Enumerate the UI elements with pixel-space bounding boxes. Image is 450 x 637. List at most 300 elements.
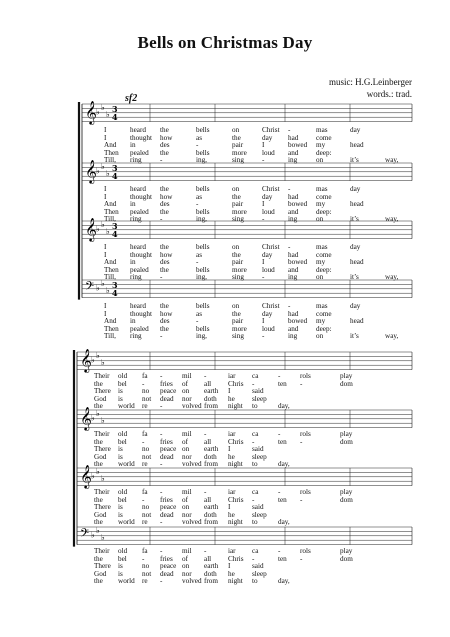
lyric-syllable: nor	[182, 452, 192, 461]
lyric-syllable: is	[118, 562, 123, 571]
lyric-syllable: day	[262, 309, 273, 318]
lyric-syllable: -	[278, 372, 281, 380]
lyric-syllable: dead	[160, 452, 174, 461]
lyric-syllable: -	[252, 495, 255, 504]
lyric-syllable: sing	[232, 156, 244, 165]
lyric-syllable: earth	[204, 387, 219, 396]
lyric-syllable: -	[142, 437, 145, 446]
lyric-syllable: There	[94, 445, 111, 454]
lyric-syllable: I	[262, 141, 265, 150]
lyric-syllable: it’s	[350, 215, 359, 224]
lyric-syllable: -	[262, 273, 265, 282]
lyric-syllable: iar	[228, 488, 236, 496]
lyric-syllable: I	[104, 302, 107, 310]
lyric-syllable: -	[160, 215, 163, 224]
lyric-syllable: he	[228, 510, 235, 519]
lyric-syllable: -	[288, 243, 291, 251]
lyric-syllable: the	[232, 309, 241, 318]
lyric-syllable: from	[204, 577, 218, 586]
lyric-syllable: how	[160, 133, 173, 142]
lyric-syllable: dom	[340, 379, 353, 388]
lyric-syllable: said	[252, 503, 264, 512]
lyric-syllable: des	[160, 258, 170, 267]
lyric-syllable: God	[94, 569, 107, 578]
lyric-syllable: Till,	[104, 332, 116, 341]
flat-icon: ♭	[101, 415, 105, 425]
lyric-syllable: it’s	[350, 332, 359, 341]
lyric-syllable: -	[160, 372, 163, 380]
lyric-syllable: ing,	[196, 215, 207, 224]
lyric-syllable: bells	[196, 207, 210, 216]
lyric-syllable: Their	[94, 547, 110, 555]
lyric-syllable: -	[196, 141, 199, 150]
lyric-syllable: fa	[142, 372, 148, 380]
flat-icon: ♭	[101, 357, 105, 367]
lyric-syllable: come	[316, 309, 332, 318]
lyric-syllable: how	[160, 309, 173, 318]
lyric-syllable: mil	[182, 488, 192, 496]
flat-icon: ♭	[106, 168, 110, 178]
lyric-syllable: day	[262, 250, 273, 259]
lyric-syllable: I	[262, 317, 265, 326]
lyric-syllable: I	[104, 243, 107, 251]
lyric-syllable: rols	[300, 547, 311, 555]
lyric-syllable: play	[340, 430, 353, 438]
lyric-syllable: had	[288, 133, 299, 142]
lyric-syllable: ca	[252, 547, 259, 555]
lyric-syllable: as	[196, 250, 202, 259]
lyric-syllable: come	[316, 250, 332, 259]
lyric-syllable: and	[288, 324, 299, 333]
lyric-syllable: Till,	[104, 273, 116, 282]
lyric-syllable: I	[104, 133, 107, 142]
lyric-syllable: mas	[316, 126, 328, 134]
lyric-syllable: Chris	[228, 554, 244, 563]
lyric-syllable: And	[104, 258, 117, 267]
lyric-syllable: old	[118, 488, 128, 496]
lyric-syllable: rols	[300, 430, 311, 438]
lyric-syllable: nor	[182, 569, 192, 578]
lyric-syllable: said	[252, 387, 264, 396]
lyric-syllable: I	[228, 445, 231, 454]
lyric-syllable: from	[204, 518, 218, 527]
lyric-syllable: to	[252, 402, 258, 411]
lyric-syllable: pealed	[130, 207, 149, 216]
flat-icon: ♭	[101, 279, 105, 289]
lyric-syllable: sleep	[252, 510, 267, 519]
lyric-syllable: -	[196, 200, 199, 209]
composer-credit: music: H.G.Leinberger	[328, 77, 412, 87]
lyric-syllable: God	[94, 452, 107, 461]
lyric-syllable: -	[252, 554, 255, 563]
lyric-syllable: is	[118, 445, 123, 454]
lyric-syllable: I	[228, 562, 231, 571]
lyric-syllable: night	[228, 518, 243, 527]
lyric-syllable: fries	[160, 379, 173, 388]
lyric-syllable: I	[104, 192, 107, 201]
lyric-syllable: play	[340, 547, 353, 555]
lyric-syllable: ing	[288, 273, 298, 282]
lyric-syllable: -	[160, 577, 163, 586]
lyric-syllable: I	[262, 258, 265, 267]
lyric-syllable: -	[300, 379, 303, 388]
lyric-syllable: mil	[182, 547, 192, 555]
lyric-syllable: all	[204, 554, 212, 563]
lyric-syllable: Christ	[262, 243, 280, 251]
lyric-syllable: play	[340, 372, 353, 380]
lyric-syllable: had	[288, 250, 299, 259]
lyric-syllable: more	[232, 324, 247, 333]
lyric-syllable: the	[94, 379, 103, 388]
lyric-syllable: I	[262, 200, 265, 209]
lyric-syllable: ca	[252, 488, 259, 496]
lyric-syllable: nor	[182, 510, 192, 519]
lyric-syllable: bel	[118, 554, 127, 563]
lyric-syllable: volved	[182, 577, 202, 586]
lyric-syllable: the	[94, 577, 103, 586]
lyric-syllable: iar	[228, 430, 236, 438]
lyric-syllable: volved	[182, 402, 202, 411]
lyric-syllable: -	[160, 402, 163, 411]
lyric-syllable: in	[130, 200, 136, 209]
time-signature-top: 3	[112, 104, 118, 114]
lyric-syllable: on	[316, 156, 324, 165]
lyric-syllable: bells	[196, 126, 210, 134]
lyric-syllable: dom	[340, 554, 353, 563]
lyric-syllable: -	[204, 547, 207, 555]
lyric-syllable: old	[118, 430, 128, 438]
lyric-syllable: peace	[160, 562, 177, 571]
lyric-syllable: mas	[316, 302, 328, 310]
lyric-syllable: the	[160, 324, 169, 333]
lyric-syllable: earth	[204, 503, 219, 512]
lyric-syllable: is	[118, 394, 123, 403]
lyric-syllable: dom	[340, 495, 353, 504]
lyric-syllable: volved	[182, 518, 202, 527]
treble-clef-icon: 𝄞	[85, 159, 97, 183]
lyric-syllable: Their	[94, 372, 110, 380]
lyric-syllable: the	[94, 437, 103, 446]
lyric-syllable: heard	[130, 243, 146, 251]
lyric-syllable: There	[94, 503, 111, 512]
lyric-syllable: Then	[104, 324, 119, 333]
lyric-syllable: world	[118, 518, 135, 527]
lyric-syllable: Christ	[262, 302, 280, 310]
lyric-syllable: bells	[196, 185, 210, 193]
lyric-syllable: I	[228, 387, 231, 396]
lyric-syllable: loud	[262, 148, 275, 157]
lyric-syllable: bells	[196, 324, 210, 333]
lyric-syllable: bel	[118, 495, 127, 504]
lyric-syllable: And	[104, 317, 117, 326]
lyric-syllable: rols	[300, 372, 311, 380]
lyric-syllable: head	[350, 317, 364, 326]
flat-icon: ♭	[96, 224, 100, 234]
lyric-syllable: more	[232, 265, 247, 274]
lyric-syllable: to	[252, 518, 258, 527]
flat-icon: ♭	[96, 107, 100, 117]
flat-icon: ♭	[96, 467, 100, 477]
lyric-syllable: And	[104, 200, 117, 209]
lyric-syllable: rols	[300, 488, 311, 496]
flat-icon: ♭	[96, 526, 100, 536]
lyric-syllable: ing	[288, 156, 298, 165]
lyric-syllable: the	[160, 185, 169, 193]
lyric-syllable: sleep	[252, 452, 267, 461]
lyric-syllable: to	[252, 577, 258, 586]
lyric-syllable: dead	[160, 394, 174, 403]
lyric-syllable: and	[288, 207, 299, 216]
lyric-syllable: bowed	[288, 258, 308, 267]
lyric-syllable: night	[228, 402, 243, 411]
lyric-syllable: -	[288, 126, 291, 134]
flat-icon: ♭	[101, 162, 105, 172]
lyric-syllable: peace	[160, 503, 177, 512]
time-signature-top: 3	[112, 163, 118, 173]
lyric-syllable: day,	[278, 460, 290, 469]
lyric-syllable: -	[160, 332, 163, 341]
lyric-syllable: play	[340, 488, 353, 496]
lyric-syllable: ring	[130, 273, 142, 282]
lyric-syllable: on	[182, 503, 190, 512]
bass-clef-icon: 𝄢	[85, 280, 95, 296]
lyric-syllable: sleep	[252, 569, 267, 578]
lyric-syllable: world	[118, 460, 135, 469]
lyric-syllable: my	[316, 200, 326, 209]
lyric-syllable: -	[252, 379, 255, 388]
lyric-syllable: way,	[385, 273, 399, 282]
lyric-syllable: thought	[130, 133, 152, 142]
lyric-syllable: pair	[232, 141, 244, 150]
flat-icon: ♭	[96, 351, 100, 361]
lyric-syllable: mil	[182, 430, 192, 438]
lyric-syllable: ring	[130, 156, 142, 165]
lyric-syllable: bowed	[288, 317, 308, 326]
lyric-syllable: on	[316, 273, 324, 282]
lyric-syllable: -	[196, 258, 199, 267]
lyric-syllable: Chris	[228, 437, 244, 446]
lyric-syllable: and	[288, 148, 299, 157]
lyric-syllable: deep:	[316, 207, 332, 216]
lyric-syllable: on	[182, 445, 190, 454]
lyric-syllable: day	[262, 133, 273, 142]
lyric-syllable: the	[94, 554, 103, 563]
flat-icon: ♭	[96, 409, 100, 419]
lyric-syllable: -	[142, 554, 145, 563]
lyric-syllable: -	[300, 437, 303, 446]
lyric-syllable: day	[262, 192, 273, 201]
lyric-syllable: is	[118, 387, 123, 396]
lyric-syllable: day	[350, 302, 361, 310]
lyric-syllable: fa	[142, 430, 148, 438]
lyric-syllable: not	[142, 394, 152, 403]
lyric-syllable: said	[252, 445, 264, 454]
lyric-syllable: all	[204, 379, 212, 388]
lyric-syllable: re	[142, 577, 148, 586]
lyric-syllable: -	[142, 379, 145, 388]
lyric-syllable: loud	[262, 265, 275, 274]
flat-icon: ♭	[101, 220, 105, 230]
lyric-syllable: heard	[130, 126, 146, 134]
lyric-syllable: heard	[130, 302, 146, 310]
lyric-syllable: world	[118, 402, 135, 411]
lyric-syllable: heard	[130, 185, 146, 193]
lyric-syllable: There	[94, 562, 111, 571]
lyric-syllable: way,	[385, 156, 399, 165]
lyric-syllable: -	[288, 185, 291, 193]
lyric-syllable: my	[316, 141, 326, 150]
flat-icon: ♭	[96, 283, 100, 293]
lyric-syllable: ten	[278, 554, 287, 563]
flat-icon: ♭	[101, 103, 105, 113]
flat-icon: ♭	[101, 532, 105, 542]
lyric-syllable: fries	[160, 554, 173, 563]
lyric-syllable: way,	[385, 215, 399, 224]
lyric-syllable: the	[232, 250, 241, 259]
lyric-syllable: -	[300, 554, 303, 563]
lyric-syllable: in	[130, 258, 136, 267]
lyric-syllable: the	[160, 148, 169, 157]
lyric-syllable: is	[118, 452, 123, 461]
lyric-syllable: pealed	[130, 148, 149, 157]
lyric-syllable: head	[350, 200, 364, 209]
time-signature-top: 3	[112, 221, 118, 231]
lyric-syllable: pair	[232, 200, 244, 209]
lyric-syllable: day,	[278, 402, 290, 411]
lyric-syllable: God	[94, 394, 107, 403]
lyric-syllable: Christ	[262, 185, 280, 193]
lyric-syllable: he	[228, 452, 235, 461]
lyric-syllable: I	[104, 185, 107, 193]
lyric-syllable: he	[228, 569, 235, 578]
lyric-syllable: on	[232, 302, 240, 310]
lyric-syllable: bel	[118, 437, 127, 446]
lyric-syllable: peace	[160, 387, 177, 396]
lyric-syllable: -	[262, 156, 265, 165]
flat-icon: ♭	[106, 109, 110, 119]
page-title: Bells on Christmas Day	[137, 33, 313, 52]
lyricist-credit: words.: trad.	[366, 89, 412, 99]
lyric-syllable: to	[252, 460, 258, 469]
lyric-syllable: ten	[278, 437, 287, 446]
lyric-syllable: the	[94, 402, 103, 411]
lyric-syllable: -	[160, 460, 163, 469]
flat-icon: ♭	[101, 473, 105, 483]
lyric-syllable: -	[142, 495, 145, 504]
lyric-syllable: he	[228, 394, 235, 403]
lyric-syllable: come	[316, 133, 332, 142]
lyric-syllable: ca	[252, 372, 259, 380]
bass-clef-icon: 𝄢	[80, 527, 90, 543]
lyric-syllable: earth	[204, 445, 219, 454]
lyric-syllable: come	[316, 192, 332, 201]
lyric-syllable: -	[160, 156, 163, 165]
treble-clef-icon: 𝄞	[85, 217, 97, 241]
lyric-syllable: ing,	[196, 332, 207, 341]
lyric-syllable: ing,	[196, 273, 207, 282]
lyric-syllable: no	[142, 562, 150, 571]
lyric-syllable: fries	[160, 495, 173, 504]
lyric-syllable: on	[182, 562, 190, 571]
lyric-syllable: re	[142, 402, 148, 411]
lyric-syllable: bells	[196, 148, 210, 157]
lyric-syllable: no	[142, 445, 150, 454]
lyric-syllable: all	[204, 495, 212, 504]
flat-icon: ♭	[91, 413, 95, 423]
lyric-syllable: bowed	[288, 141, 308, 150]
lyric-syllable: more	[232, 207, 247, 216]
lyric-syllable: had	[288, 192, 299, 201]
lyric-syllable: my	[316, 317, 326, 326]
lyric-syllable: way,	[385, 332, 399, 341]
lyric-syllable: on	[316, 332, 324, 341]
lyric-syllable: day	[350, 243, 361, 251]
lyric-syllable: dead	[160, 569, 174, 578]
lyric-syllable: -	[252, 437, 255, 446]
lyric-syllable: -	[160, 273, 163, 282]
lyric-syllable: fa	[142, 488, 148, 496]
lyric-syllable: of	[182, 379, 188, 388]
lyric-syllable: Then	[104, 207, 119, 216]
lyric-syllable: There	[94, 387, 111, 396]
lyric-syllable: the	[160, 302, 169, 310]
lyric-syllable: pair	[232, 317, 244, 326]
lyric-syllable: deep:	[316, 265, 332, 274]
lyric-syllable: -	[204, 430, 207, 438]
lyric-syllable: Christ	[262, 126, 280, 134]
lyric-syllable: I	[104, 250, 107, 259]
lyric-syllable: loud	[262, 207, 275, 216]
lyric-syllable: Chris	[228, 495, 244, 504]
flat-icon: ♭	[91, 530, 95, 540]
lyric-syllable: had	[288, 309, 299, 318]
lyric-syllable: and	[288, 265, 299, 274]
lyric-syllable: night	[228, 577, 243, 586]
lyric-syllable: pealed	[130, 324, 149, 333]
lyric-syllable: is	[118, 510, 123, 519]
lyric-syllable: thought	[130, 250, 152, 259]
lyric-syllable: doth	[204, 569, 217, 578]
lyric-syllable: iar	[228, 547, 236, 555]
lyric-syllable: night	[228, 460, 243, 469]
lyric-syllable: ring	[130, 215, 142, 224]
lyric-syllable: ing	[288, 215, 298, 224]
lyric-syllable: -	[160, 547, 163, 555]
lyric-syllable: as	[196, 309, 202, 318]
time-signature-top: 3	[112, 280, 118, 290]
lyric-syllable: on	[232, 185, 240, 193]
treble-clef-icon: 𝄞	[80, 464, 92, 488]
lyric-syllable: doth	[204, 510, 217, 519]
lyric-syllable: old	[118, 547, 128, 555]
lyric-syllable: in	[130, 141, 136, 150]
lyric-syllable: the	[160, 243, 169, 251]
lyric-syllable: sing	[232, 332, 244, 341]
flat-icon: ♭	[91, 471, 95, 481]
lyric-syllable: deep:	[316, 148, 332, 157]
lyric-syllable: mas	[316, 185, 328, 193]
lyric-syllable: the	[232, 133, 241, 142]
lyric-syllable: -	[300, 495, 303, 504]
lyric-syllable: how	[160, 192, 173, 201]
lyric-syllable: not	[142, 569, 152, 578]
lyric-syllable: on	[232, 243, 240, 251]
lyric-syllable: deep:	[316, 324, 332, 333]
lyric-syllable: the	[160, 126, 169, 134]
lyric-syllable: -	[278, 430, 281, 438]
lyric-syllable: day	[350, 126, 361, 134]
lyric-syllable: -	[160, 488, 163, 496]
